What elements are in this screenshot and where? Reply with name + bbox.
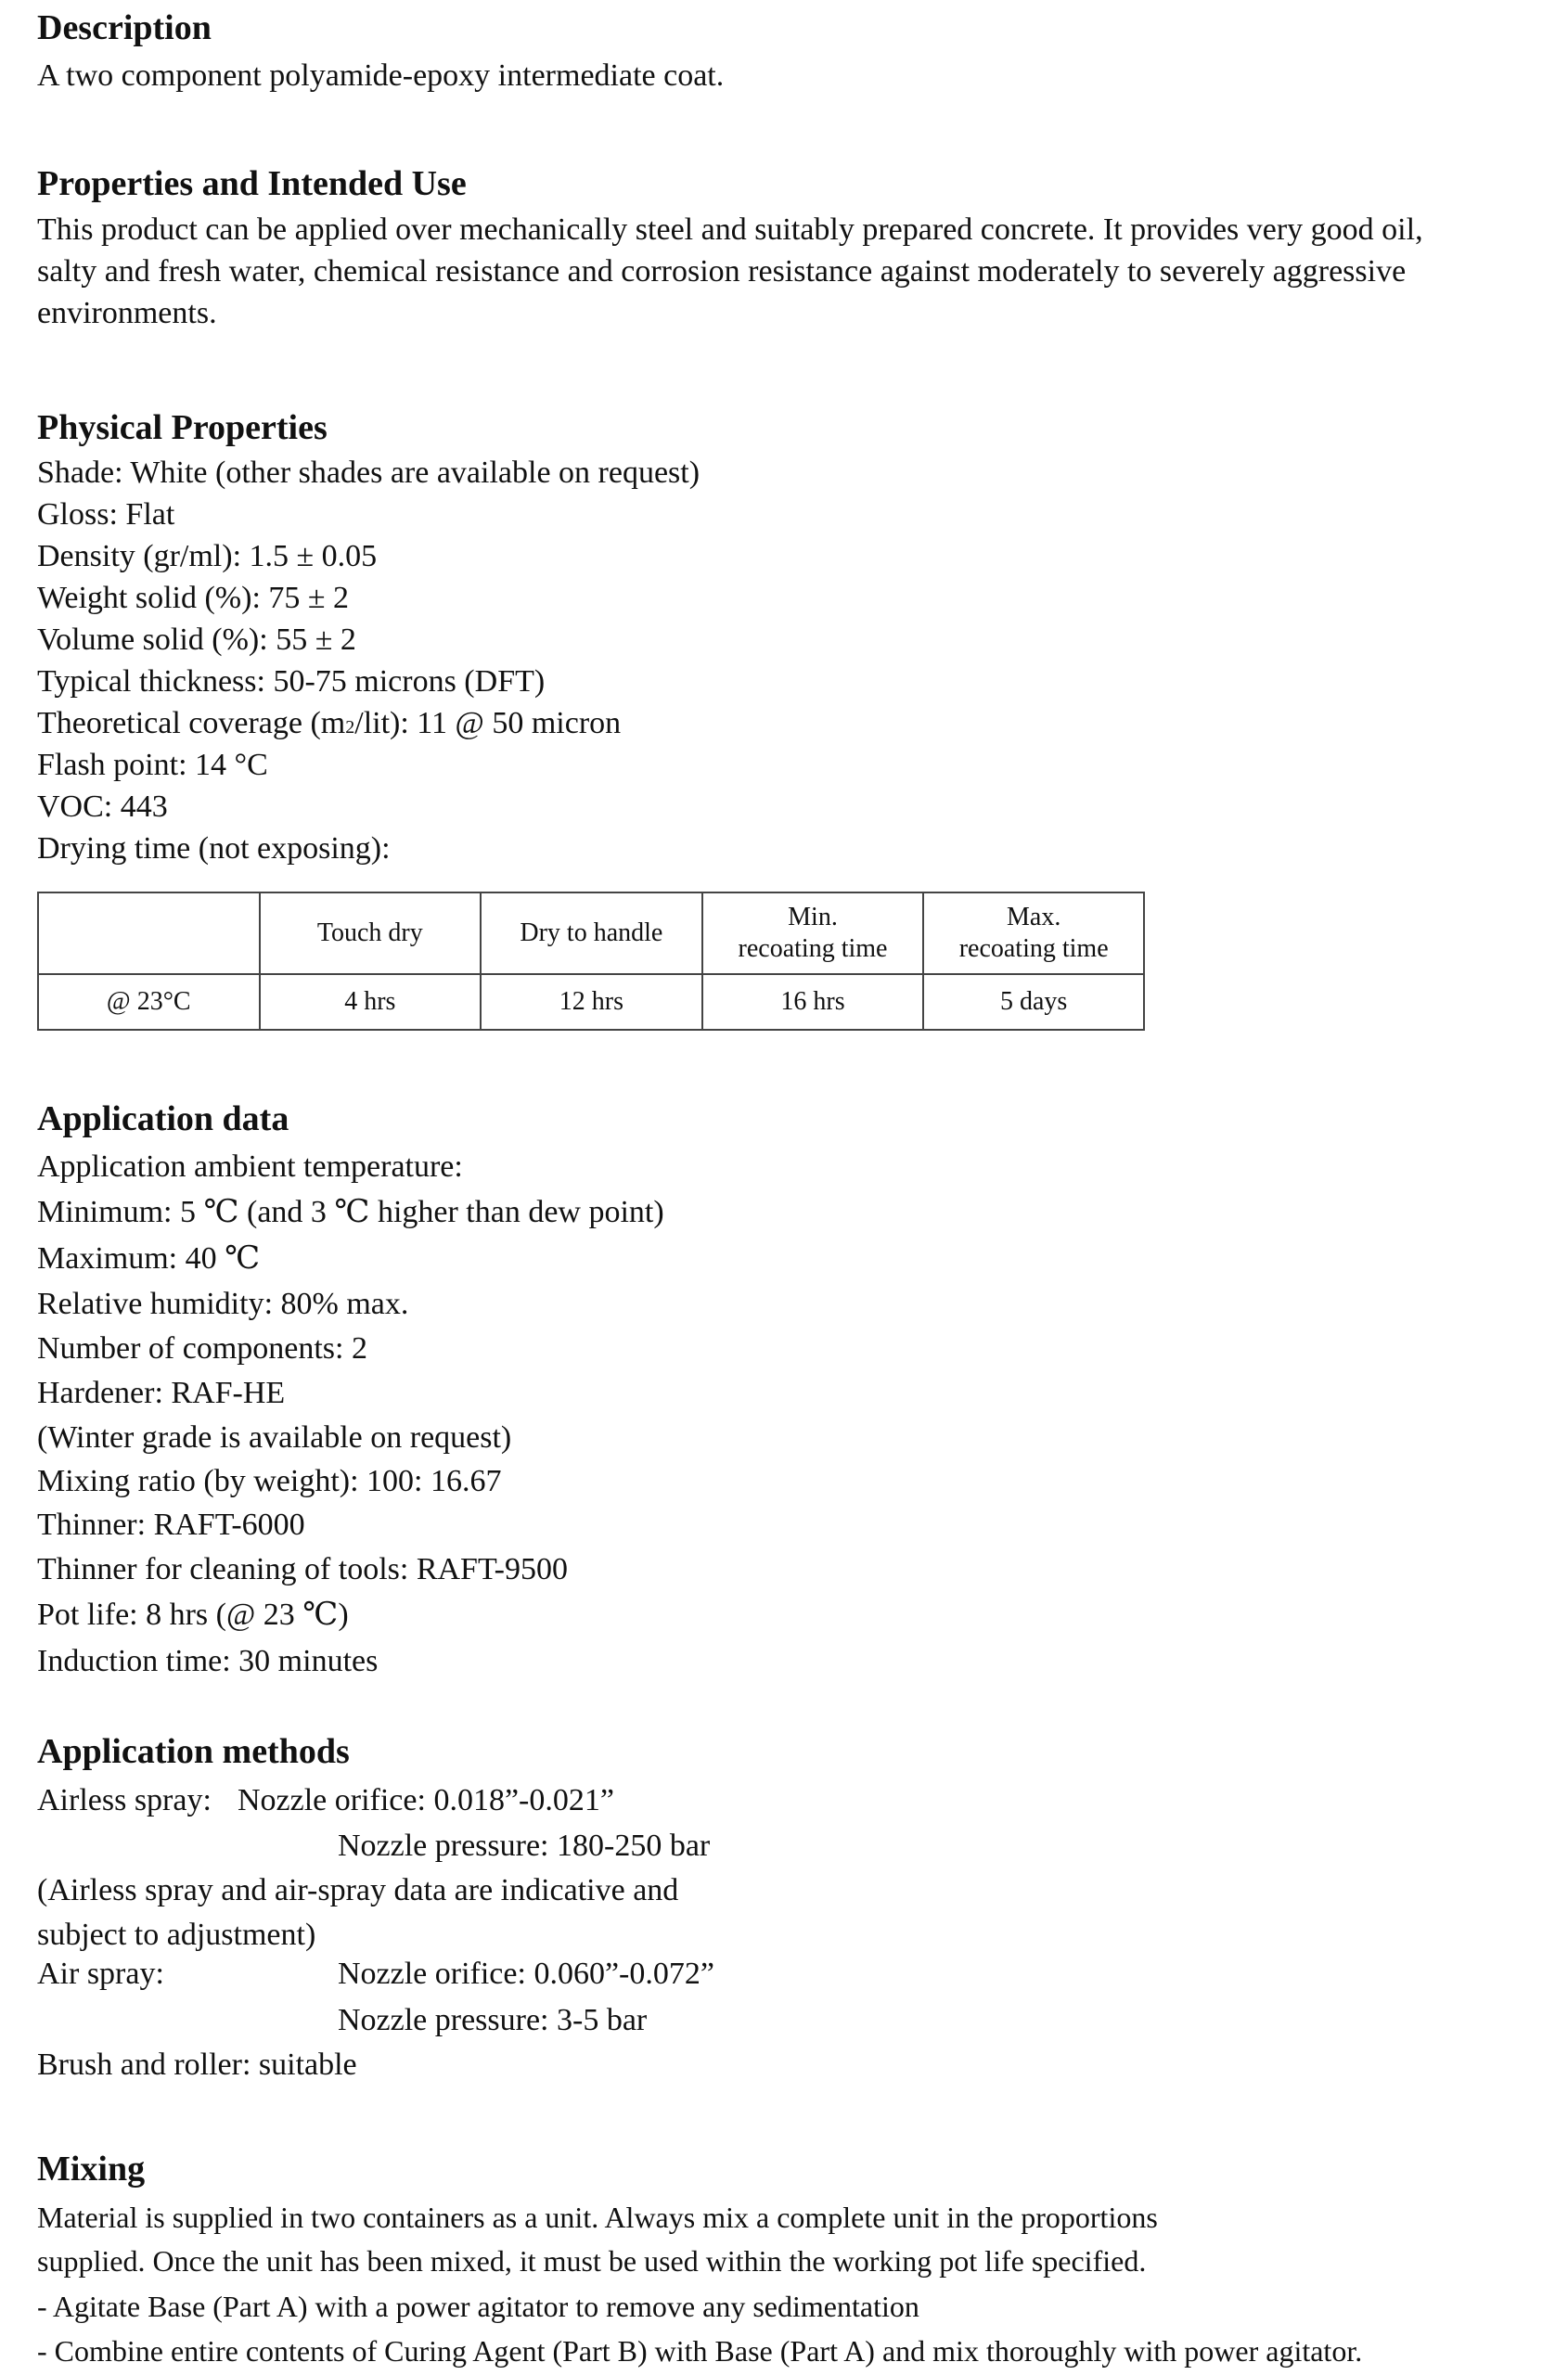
physical-item: Weight solid (%): 75 ± 2: [37, 581, 350, 615]
brush-roller: Brush and roller: suitable: [37, 2048, 357, 2082]
table-header-cell: [38, 892, 260, 974]
table-header-cell: Dry to handle: [481, 892, 702, 974]
airless-spray-label: Airless spray:: [37, 1783, 212, 1817]
application-item: Thinner: RAFT-6000: [37, 1508, 305, 1542]
properties-heading: Properties and Intended Use: [37, 164, 467, 203]
application-item: Mixing ratio (by weight): 100: 16.67: [37, 1464, 502, 1498]
application-item: Minimum: 5 ℃ (and 3 ℃ higher than dew point): [37, 1195, 664, 1229]
header-line: Max.: [1007, 903, 1061, 931]
mixing-line: - Combine entire contents of Curing Agent (Part B) with Base (Part A) and mix thoroughly with power agitator.: [37, 2334, 1363, 2368]
coverage-line: [37, 705, 621, 746]
air-spray-label: Air spray:: [37, 1957, 164, 1991]
coverage-suffix: /lit): 11 @ 50 micron: [354, 706, 622, 740]
description-text: A two component polyamide-epoxy intermediate coat.: [37, 58, 725, 93]
application-item: Maximum: 40 ℃: [37, 1241, 261, 1276]
application-item: Application ambient temperature:: [37, 1149, 463, 1184]
air-nozzle-orifice: Nozzle orifice: 0.060”-0.072”: [338, 1957, 714, 1991]
application-item: Hardener: RAF-HE: [37, 1376, 286, 1410]
table-header-cell: [923, 892, 1144, 974]
spray-note: subject to adjustment): [37, 1918, 316, 1952]
physical-item: Typical thickness: 50-75 microns (DFT): [37, 664, 546, 699]
application-item: Induction time: 30 minutes: [37, 1644, 379, 1678]
physical-item: Shade: White (other shades are available on request): [37, 456, 700, 490]
application-data-heading: Application data: [37, 1099, 289, 1138]
coverage-subscript: 2: [345, 717, 355, 738]
application-item: (Winter grade is available on request): [37, 1420, 512, 1455]
physical-item: VOC: 443: [37, 790, 168, 824]
air-nozzle-pressure: Nozzle pressure: 3-5 bar: [338, 2003, 648, 2037]
drying-time-table: [37, 892, 1145, 1031]
mixing-heading: Mixing: [37, 2150, 146, 2189]
mixing-line: Material is supplied in two containers as a unit. Always mix a complete unit in the proportions: [37, 2201, 1158, 2234]
application-item: Thinner for cleaning of tools: RAFT-9500: [37, 1552, 568, 1586]
table-cell: @ 23°C: [38, 974, 260, 1030]
header-line: recoating time: [738, 934, 888, 963]
physical-item: Volume solid (%): 55 ± 2: [37, 623, 356, 657]
table-cell: 5 days: [923, 974, 1144, 1030]
table-row: [38, 974, 1144, 1030]
spray-note: (Airless spray and air-spray data are indicative and: [37, 1873, 679, 1907]
header-line: Min.: [788, 903, 838, 931]
physical-heading: Physical Properties: [37, 408, 328, 447]
header-line: recoating time: [958, 934, 1109, 963]
properties-line: This product can be applied over mechanically steel and suitably prepared concrete. It provides very good oil,: [37, 212, 1423, 247]
application-item: Relative humidity: 80% max.: [37, 1287, 409, 1321]
table-header-cell: [702, 892, 924, 974]
table-cell: 16 hrs: [702, 974, 924, 1030]
application-item: Pot life: 8 hrs (@ 23 ℃): [37, 1598, 349, 1632]
properties-line: environments.: [37, 296, 217, 330]
table-header-row: [38, 892, 1144, 974]
properties-line: salty and fresh water, chemical resistance and corrosion resistance against moderately to severely aggressive: [37, 254, 1407, 289]
description-heading: Description: [37, 8, 212, 47]
airless-nozzle-orifice: Nozzle orifice: 0.018”-0.021”: [238, 1783, 614, 1817]
application-methods-heading: Application methods: [37, 1732, 350, 1771]
physical-item: Flash point: 14 °C: [37, 748, 268, 782]
table-cell: 4 hrs: [260, 974, 482, 1030]
mixing-line: supplied. Once the unit has been mixed, it must be used within the working pot life specified.: [37, 2244, 1147, 2278]
airless-nozzle-pressure: Nozzle pressure: 180-250 bar: [338, 1829, 711, 1863]
physical-item: Density (gr/ml): 1.5 ± 0.05: [37, 539, 378, 573]
physical-item: Drying time (not exposing):: [37, 831, 391, 866]
coverage-prefix: Theoretical coverage (m: [37, 706, 346, 740]
application-item: Number of components: 2: [37, 1331, 367, 1366]
physical-item: Gloss: Flat: [37, 497, 175, 532]
mixing-line: - Agitate Base (Part A) with a power agitator to remove any sedimentation: [37, 2290, 919, 2323]
table-cell: 12 hrs: [481, 974, 702, 1030]
table-header-cell: Touch dry: [260, 892, 482, 974]
